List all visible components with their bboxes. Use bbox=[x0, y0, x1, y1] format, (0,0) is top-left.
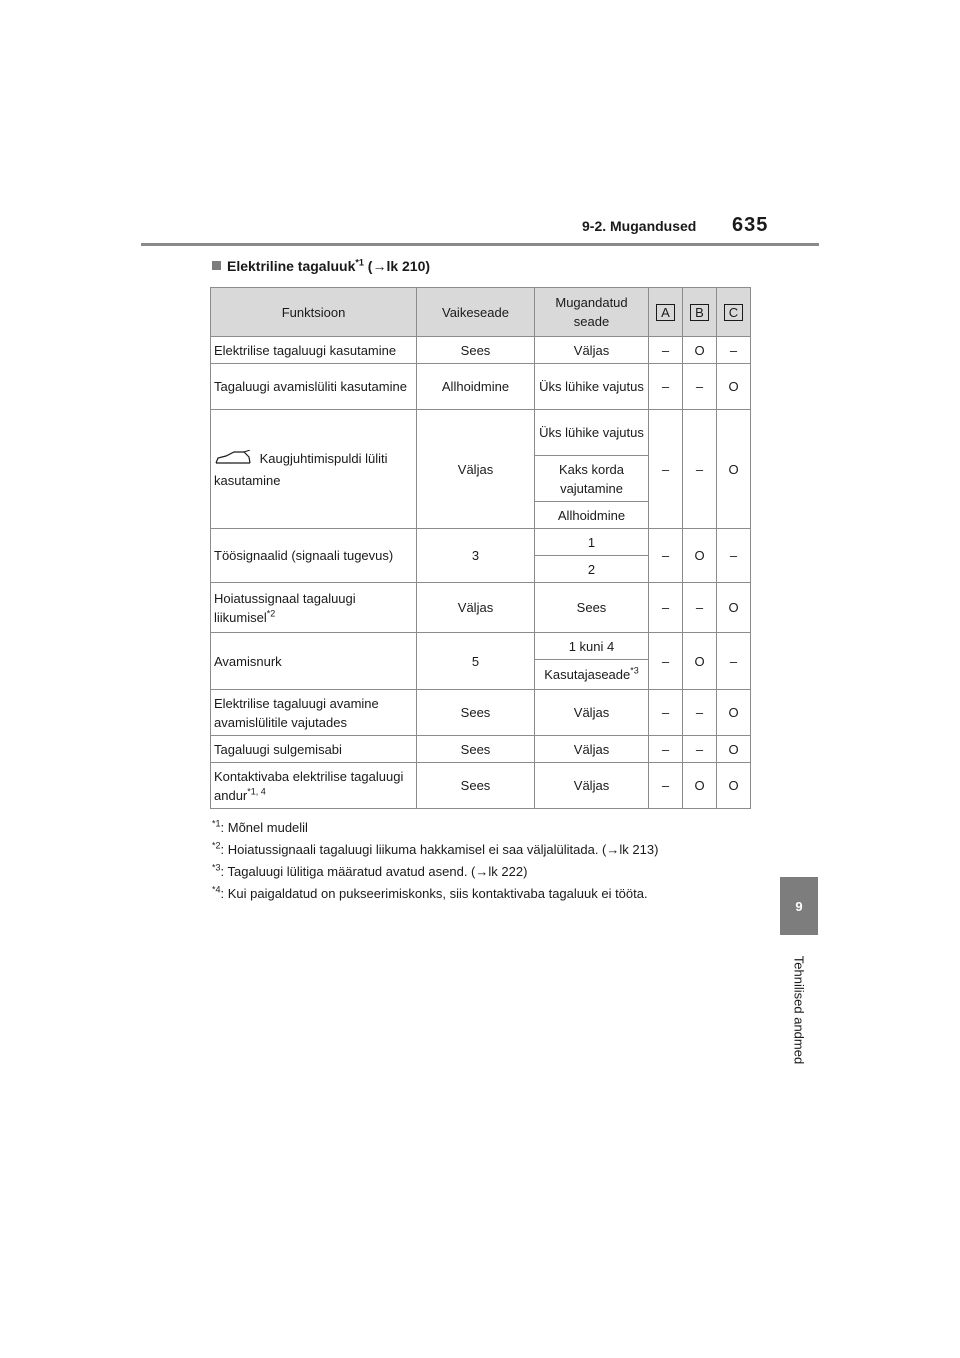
arrow-right-icon: → bbox=[606, 842, 620, 857]
table-row bbox=[211, 690, 751, 736]
cell-c: O bbox=[717, 410, 751, 529]
table-row bbox=[211, 364, 751, 410]
footnote bbox=[212, 886, 658, 901]
cell-function bbox=[211, 410, 417, 529]
cell-b: – bbox=[683, 736, 717, 763]
square-bullet-icon bbox=[212, 261, 221, 270]
cell-b: O bbox=[683, 529, 717, 583]
footnote-text: : Tagaluugi lülitiga määratud avatud asend. ( bbox=[220, 864, 476, 879]
cell-custom: 2 bbox=[535, 556, 649, 583]
car-key-icon bbox=[214, 450, 252, 471]
cell-custom: Allhoidmine bbox=[535, 502, 649, 529]
table-header-row bbox=[211, 288, 751, 337]
cell-default: Sees bbox=[417, 763, 535, 809]
cell-custom: Üks lühike vajutus bbox=[535, 364, 649, 410]
cell-c: – bbox=[717, 529, 751, 583]
cell-default: Sees bbox=[417, 690, 535, 736]
cell-default: Sees bbox=[417, 736, 535, 763]
table-row bbox=[211, 337, 751, 364]
cell-function bbox=[211, 583, 417, 633]
cell-a: – bbox=[649, 736, 683, 763]
cell-c: – bbox=[717, 337, 751, 364]
footnote-mark: *3 bbox=[212, 862, 221, 873]
cell-function-text: Hoiatussignaal tagaluugi liikumisel bbox=[214, 590, 356, 625]
cell-default: Allhoidmine bbox=[417, 364, 535, 410]
cell-function: Tagaluugi sulgemisabi bbox=[211, 736, 417, 763]
cell-c: O bbox=[717, 690, 751, 736]
cell-b: – bbox=[683, 410, 717, 529]
cell-function: Elektrilise tagaluugi kasutamine bbox=[211, 337, 417, 364]
table-row bbox=[211, 583, 751, 633]
cell-function: Tagaluugi avamislüliti kasutamine bbox=[211, 364, 417, 410]
header-custom: Mugandatud seade bbox=[535, 288, 649, 337]
ref-open: ( bbox=[363, 258, 373, 274]
footnote-text: : Hoiatussignaali tagaluugi liikuma hakkamisel ei saa väljalülitada. ( bbox=[220, 842, 607, 857]
footnote-mark: *2 bbox=[212, 840, 221, 851]
section-title-footnote: *1 bbox=[355, 257, 364, 268]
chapter-tab: 9 bbox=[780, 877, 818, 935]
table-row bbox=[211, 633, 751, 660]
cell-c: O bbox=[717, 736, 751, 763]
table-row bbox=[211, 763, 751, 809]
footnote-mark: *4 bbox=[212, 884, 221, 895]
header-rule bbox=[141, 243, 819, 246]
cell-function: Elektrilise tagaluugi avamine avamislülitile vajutades bbox=[211, 690, 417, 736]
cell-function: Avamisnurk bbox=[211, 633, 417, 690]
cell-a: – bbox=[649, 529, 683, 583]
settings-table bbox=[210, 287, 751, 809]
table-row bbox=[211, 410, 751, 456]
footnote-mark: *1, 4 bbox=[247, 786, 266, 797]
cell-default: Väljas bbox=[417, 410, 535, 529]
cell-c: O bbox=[717, 583, 751, 633]
cell-c: O bbox=[717, 763, 751, 809]
header-b bbox=[683, 288, 717, 337]
cell-b: O bbox=[683, 633, 717, 690]
section-ref: lk 210) bbox=[386, 258, 431, 274]
cell-default: Väljas bbox=[417, 583, 535, 633]
footnote bbox=[212, 842, 658, 857]
section-header: 9-2. Mugandused bbox=[582, 218, 697, 234]
cell-default: 5 bbox=[417, 633, 535, 690]
footnote-mark: *3 bbox=[630, 665, 639, 676]
footnote-ref: lk 213) bbox=[619, 842, 659, 857]
header-default: Vaikeseade bbox=[417, 288, 535, 337]
footnote bbox=[212, 864, 658, 879]
footnote bbox=[212, 820, 658, 835]
cell-a: – bbox=[649, 583, 683, 633]
arrow-right-icon: → bbox=[475, 864, 489, 879]
cell-custom: Üks lühike vajutus bbox=[535, 410, 649, 456]
cell-default: Sees bbox=[417, 337, 535, 364]
cell-function-text: Kaugjuhtimispuldi lüliti kasutamine bbox=[214, 450, 388, 488]
cell-b: – bbox=[683, 690, 717, 736]
letter-a-box: A bbox=[656, 304, 675, 321]
header-function: Funktsioon bbox=[211, 288, 417, 337]
cell-custom: Väljas bbox=[535, 337, 649, 364]
cell-c: O bbox=[717, 364, 751, 410]
cell-custom: 1 bbox=[535, 529, 649, 556]
cell-b: – bbox=[683, 583, 717, 633]
cell-b: – bbox=[683, 364, 717, 410]
cell-custom bbox=[535, 660, 649, 690]
cell-b: O bbox=[683, 763, 717, 809]
cell-custom: Väljas bbox=[535, 763, 649, 809]
cell-custom-text: Kasutajaseade bbox=[544, 667, 631, 682]
cell-a: – bbox=[649, 690, 683, 736]
cell-c: – bbox=[717, 633, 751, 690]
footnote-mark: *1 bbox=[212, 818, 221, 829]
footnote-mark: *2 bbox=[266, 608, 276, 619]
cell-function bbox=[211, 763, 417, 809]
cell-custom: Väljas bbox=[535, 690, 649, 736]
chapter-label: Tehnilised andmed bbox=[791, 955, 807, 1065]
cell-a: – bbox=[649, 633, 683, 690]
cell-custom: Kaks korda vajutamine bbox=[535, 456, 649, 502]
footnote-text: : Kui paigaldatud on pukseerimiskonks, siis kontaktivaba tagaluuk ei tööta. bbox=[220, 886, 648, 901]
arrow-right-icon: → bbox=[372, 258, 387, 274]
table-row bbox=[211, 529, 751, 556]
cell-custom: Sees bbox=[535, 583, 649, 633]
cell-function: Töösignaalid (signaali tugevus) bbox=[211, 529, 417, 583]
page-number: 635 bbox=[732, 214, 769, 236]
cell-custom: 1 kuni 4 bbox=[535, 633, 649, 660]
header-c bbox=[717, 288, 751, 337]
footnote-ref: lk 222) bbox=[488, 864, 528, 879]
letter-b-box: B bbox=[690, 304, 709, 321]
cell-function-text: Kontaktivaba elektrilise tagaluugi andur bbox=[214, 768, 404, 803]
section-title-text: Elektriline tagaluuk bbox=[227, 258, 356, 274]
footnote-text: : Mõnel mudelil bbox=[220, 820, 308, 835]
table-row bbox=[211, 736, 751, 763]
cell-a: – bbox=[649, 364, 683, 410]
header-a bbox=[649, 288, 683, 337]
cell-a: – bbox=[649, 337, 683, 364]
cell-default: 3 bbox=[417, 529, 535, 583]
cell-custom: Väljas bbox=[535, 736, 649, 763]
cell-b: O bbox=[683, 337, 717, 364]
letter-c-box: C bbox=[724, 304, 743, 321]
cell-a: – bbox=[649, 410, 683, 529]
footnotes bbox=[212, 820, 658, 908]
cell-a: – bbox=[649, 763, 683, 809]
section-title bbox=[212, 258, 430, 274]
